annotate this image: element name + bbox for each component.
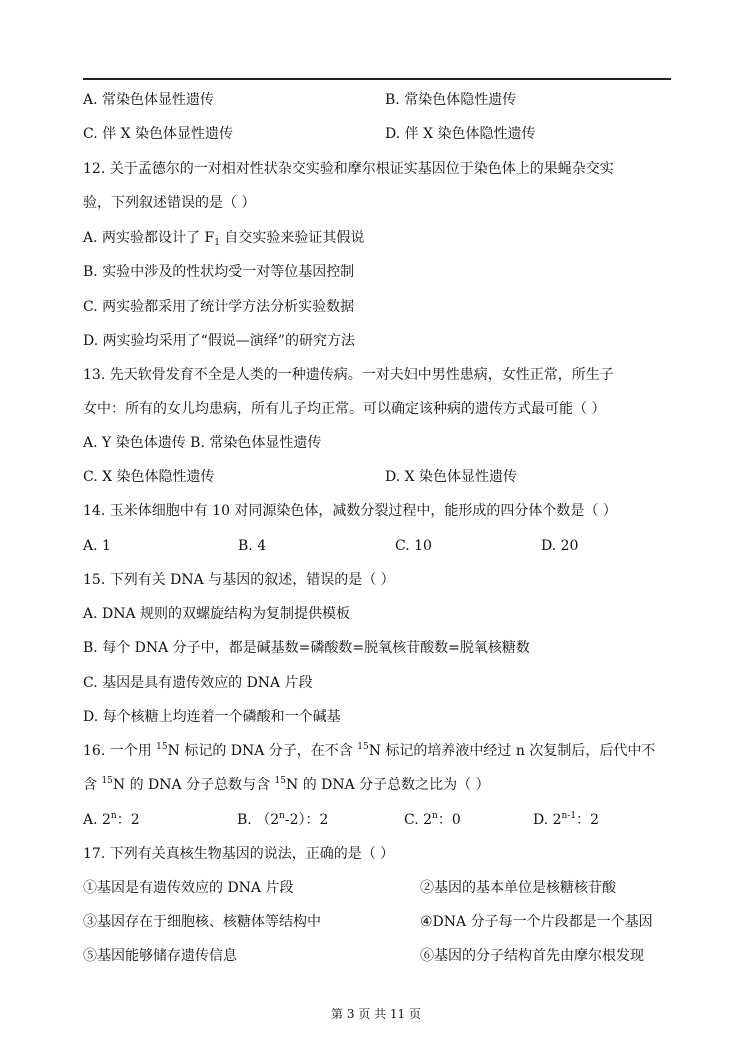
q17-item-1: ①基因是有遗传效应的 DNA 片段 xyxy=(83,880,294,896)
q12-option-b: B. 实验中涉及的性状均受一对等位基因控制 xyxy=(83,264,355,280)
q16-option-a: A. 2$^n$：2 xyxy=(83,811,140,828)
q12-option-c: C. 两实验都采用了统计学方法分析实验数据 xyxy=(83,299,355,315)
q17-item-4: ④DNA 分子每一个片段都是一个基因 xyxy=(420,914,653,930)
q17-item-2: ②基因的基本单位是核糖核苷酸 xyxy=(420,880,616,896)
q12-stem-line1: 12. 关于孟德尔的一对相对性状杂交实验和摩尔根证实基因位于染色体上的果蝇杂交实 xyxy=(83,161,614,177)
q17-item-3: ③基因存在于细胞核、核糖体等结构中 xyxy=(83,914,321,930)
q13-option-c: C. X 染色体隐性遗传 xyxy=(83,469,215,485)
q17-item-6: ⑥基因的分子结构首先由摩尔根发现 xyxy=(420,948,644,964)
q11-option-b: B. 常染色体隐性遗传 xyxy=(385,92,517,108)
q15-option-d: D. 每个核糖上均连着一个磷酸和一个碱基 xyxy=(83,709,341,725)
q14-stem: 14. 玉米体细胞中有 10 对同源染色体，减数分裂过程中，能形成的四分体个数是（ ） xyxy=(83,503,617,519)
q13-stem-line1: 13. 先天软骨发育不全是人类的一种遗传病。一对夫妇中男性患病，女性正常，所生子 xyxy=(83,367,614,383)
q14-option-d: D. 20 xyxy=(541,538,579,554)
q17-item-5: ⑤基因能够储存遗传信息 xyxy=(83,948,237,964)
q16-stem-line1: 16. 一个用 $^{15}$N 标记的 DNA 分子，在不含 $^{15}$N 标记的培养液中经过 n 次复制后，后代中不 xyxy=(83,742,656,759)
q16-stem-line2: 含 $^{15}$N 的 DNA 分子总数与含 $^{15}$N 的 DNA 分子总数之比为（ ） xyxy=(83,776,490,793)
q13-option-ab: A. Y 染色体遗传 B. 常染色体显性遗传 xyxy=(83,435,322,451)
q15-stem: 15. 下列有关 DNA 与基因的叙述，错误的是（ ） xyxy=(83,572,395,588)
q16-option-b: B. （2$^n$-2）：2 xyxy=(237,811,329,828)
q11-option-a: A. 常染色体显性遗传 xyxy=(83,92,215,108)
q17-stem: 17. 下列有关真核生物基因的说法，正确的是（ ） xyxy=(83,846,395,862)
q14-option-a: A. 1 xyxy=(83,538,111,554)
q13-stem-line2: 女中：所有的女儿均患病，所有儿子均正常。可以确定该种病的遗传方式最可能（ ） xyxy=(83,401,606,417)
q16-option-d: D. 2$^{n-1}$：2 xyxy=(533,811,600,828)
q13-option-d: D. X 染色体显性遗传 xyxy=(385,469,518,485)
q15-option-b: B. 每个 DNA 分子中，都是碱基数=磷酸数=脱氧核苷酸数=脱氧核糖数 xyxy=(83,640,530,656)
q15-option-c: C. 基因是具有遗传效应的 DNA 片段 xyxy=(83,675,313,691)
page-footer: 第 3 页 共 11 页 xyxy=(331,1007,421,1021)
q11-option-d: D. 伴 X 染色体隐性遗传 xyxy=(385,126,536,142)
q12-option-d: D. 两实验均采用了“假说—演绎”的研究方法 xyxy=(83,333,355,349)
q14-option-c: C. 10 xyxy=(395,538,432,554)
q11-option-c: C. 伴 X 染色体显性遗传 xyxy=(83,126,233,142)
header-rule xyxy=(83,78,671,80)
q16-option-c: C. 2$^n$：0 xyxy=(404,811,461,828)
q12-stem-line2: 验，下列叙述错误的是（ ） xyxy=(83,195,256,211)
q12-option-a: A. 两实验都设计了 $F_1$ 自交实验来验证其假说 xyxy=(83,230,365,248)
q15-option-a: A. DNA 规则的双螺旋结构为复制提供模板 xyxy=(83,606,351,622)
q14-option-b: B. 4 xyxy=(238,538,267,554)
